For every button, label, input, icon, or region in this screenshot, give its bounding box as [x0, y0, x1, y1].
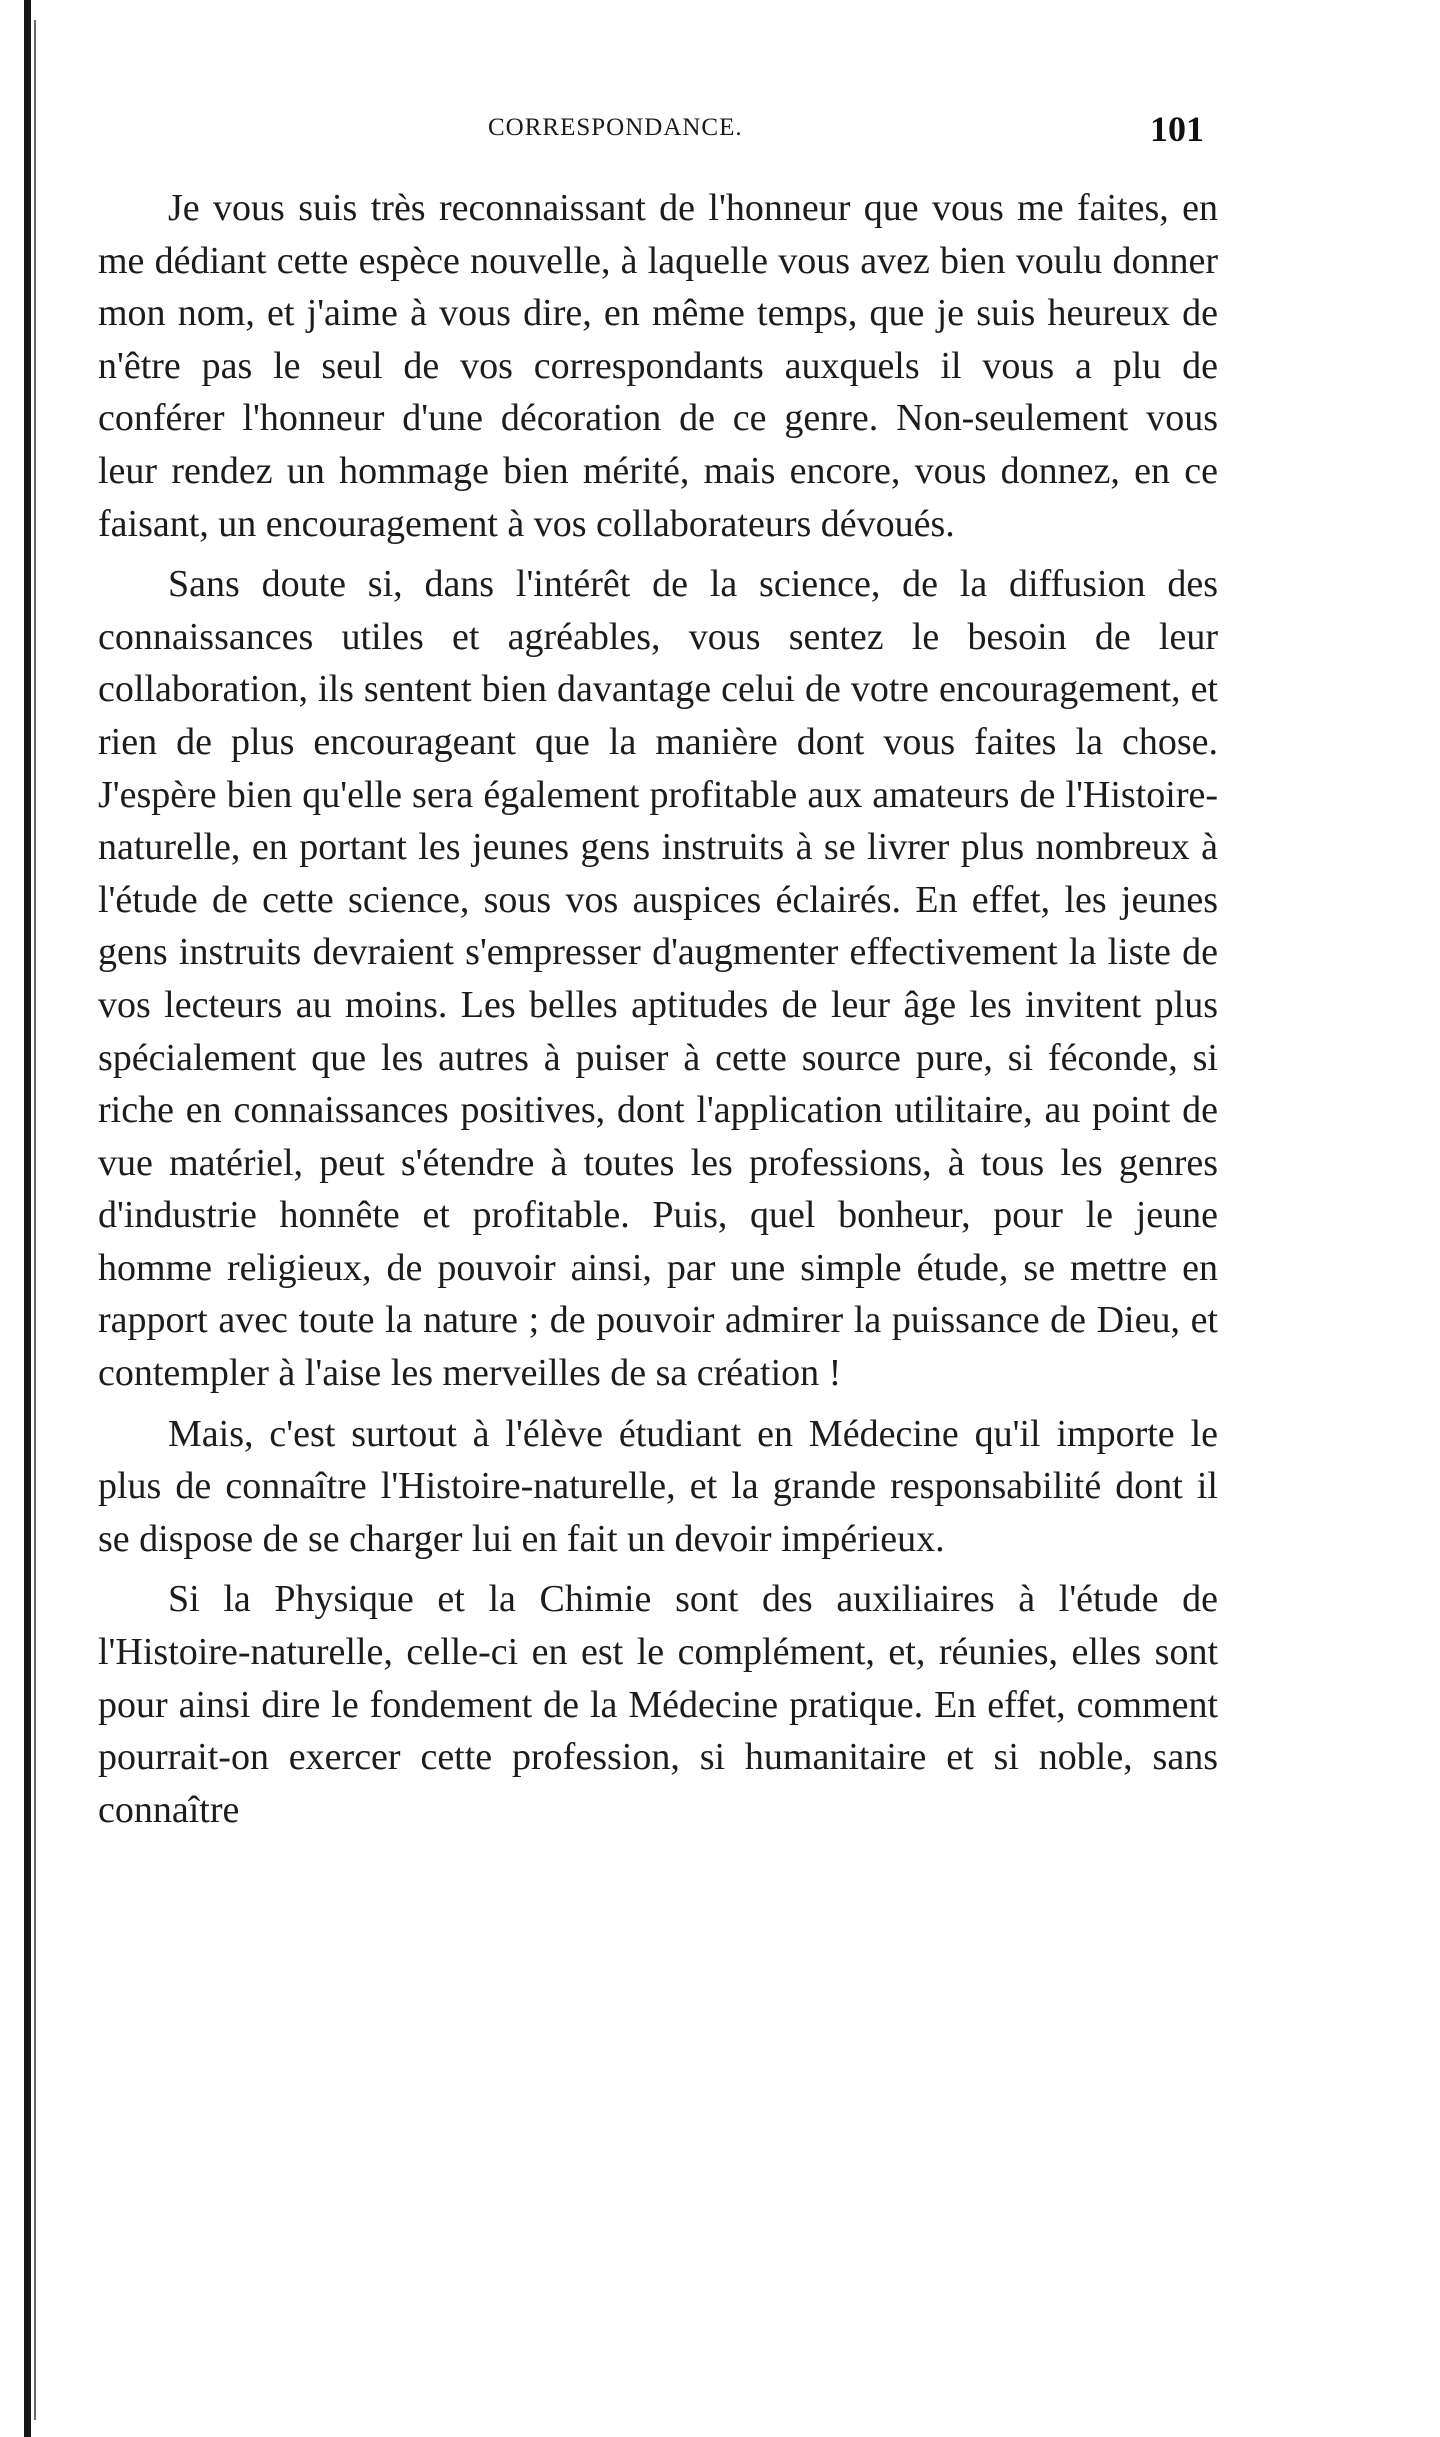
page-number: 101 [1150, 109, 1204, 149]
page-binding-edge [24, 0, 31, 2437]
paragraph-2: Sans doute si, dans l'intérêt de la science, de la diffusion des connaissances utiles et agréables, vous sentez le besoin de leur collaboration, ils sentent bien davantage celui de votre encouragement, et rien de plus encourageant que la manière dont vous faites la chose. J'espère bien qu'elle sera également profitable aux amateurs de l'Histoire-naturelle, en portant les jeunes gens instruits à se livrer plus nombreux à l'étude de cette science, sous vos auspices éclairés. En effet, les jeunes gens instruits devraient s'empresser d'augmenter effectivement la liste de vos lecteurs au moins. Les belles aptitudes de leur âge les invitent plus spécialement que les autres à puiser à cette source pure, si féconde, si riche en connaissances positives, dont l'application utilitaire, au point de vue matériel, peut s'étendre à toutes les professions, à tous les genres d'industrie honnête et profitable. Puis, quel bonheur, pour le jeune homme religieux, de pouvoir ainsi, par une simple étude, se mettre en rapport avec toute la nature ; de pouvoir admirer la puissance de Dieu, et contempler à l'aise les merveilles de sa création ! [98, 563, 1218, 1395]
paragraph-4: Si la Physique et la Chimie sont des auxiliaires à l'étude de l'Histoire-naturelle, celle-ci en est le complément, et, réunies, elles sont pour ainsi dire le fondement de la Médecine pratique. En effet, comment pourrait-on exercer cette profession, si humanitaire et si noble, sans connaître [98, 1578, 1218, 1831]
page-header [0, 108, 1440, 148]
paragraph-3: Mais, c'est surtout à l'élève étudiant en Médecine qu'il importe le plus de connaître l'Histoire-naturelle, et la grande responsabilité dont il se dispose de se charger lui en fait un devoir impérieux. [98, 1412, 1218, 1560]
page-binding-shadow [34, 20, 36, 2420]
running-head: CORRESPONDANCE. [488, 114, 743, 141]
paragraph-1: Je vous suis très reconnaissant de l'honneur que vous me faites, en me dédiant cette espèce nouvelle, à laquelle vous avez bien voulu donner mon nom, et j'aime à vous dire, en même temps, que je suis heureux de n'être pas le seul de vos correspondants auxquels il vous a plu de conférer l'honneur d'une décoration de ce genre. Non-seulement vous leur rendez un hommage bien mérité, mais encore, vous donnez, en ce faisant, un encouragement à vos collaborateurs dévoués. [98, 187, 1218, 545]
body-text [98, 182, 1218, 1836]
